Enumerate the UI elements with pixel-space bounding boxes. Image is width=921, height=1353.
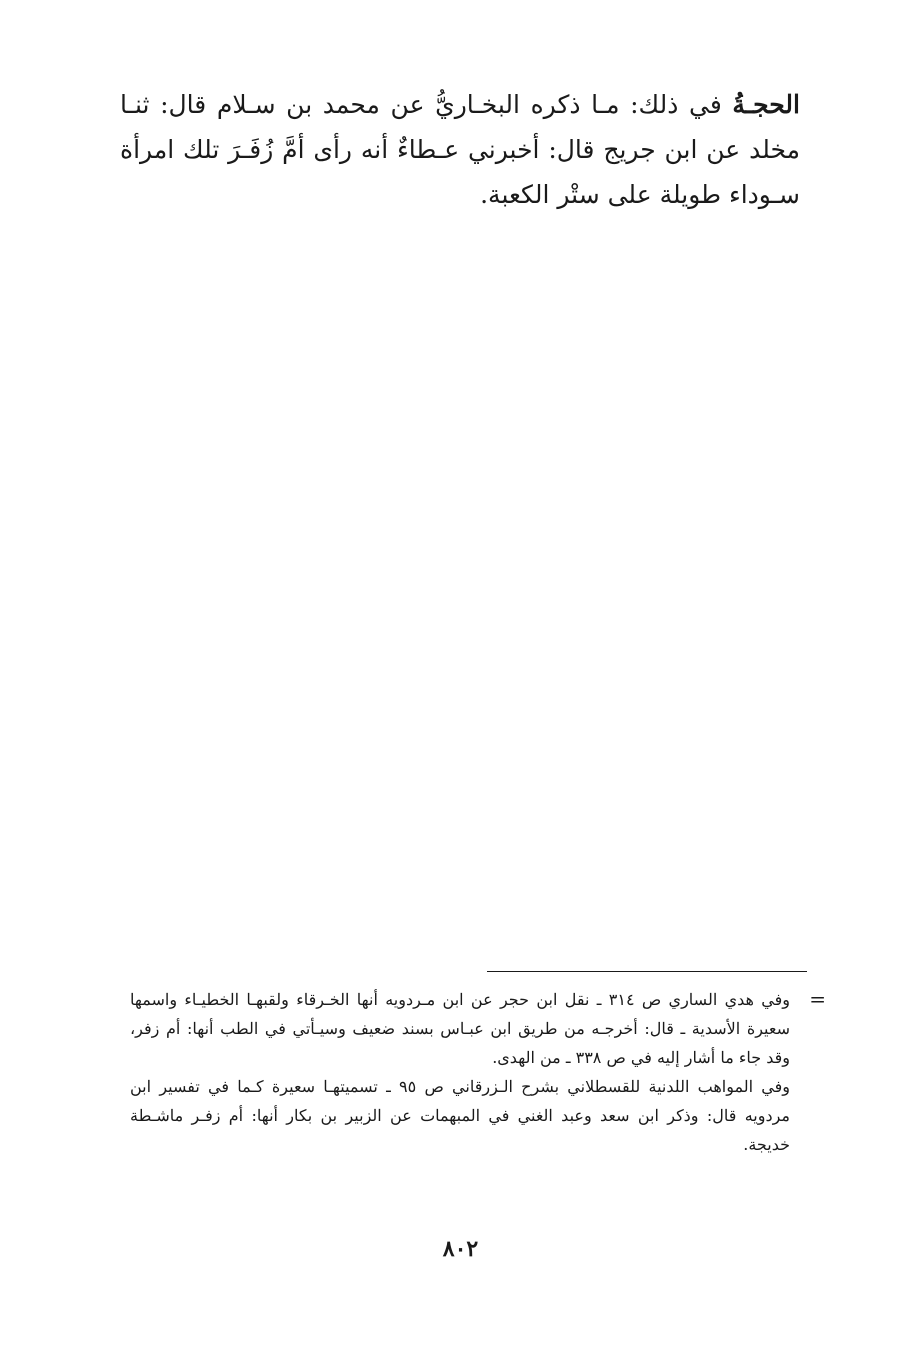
page-number: ٨٠٢ [442, 1236, 479, 1262]
main-text-body: في ذلك: مـا ذكره البخـاريُّ عن محمد بن سـلام قال: ثنـا مخلد عن ابن جريج قال: أخبرني عـطاءٌ أنه رأى أمَّ زُفَـرَ تلك امرأة سـوداء طويلة على ستْر الكعبة. [120, 90, 800, 209]
footnote-paragraph-1: وفي هدي الساري ص ٣١٤ ـ نقل ابن حجر عن ابن مـردويه أنها الخـرقاء ولقبهـا الخطيـاء واسمها سعيرة الأسدية ـ قال: أخرجـه من طريق ابن عبـاس بسند ضعيف وسيـأتي في الطب أنها: أم زفر، وقد جاء ما أشار إليه في ص ٣٣٨ ـ من الهدى. [130, 990, 790, 1067]
footnote-separator [487, 971, 807, 972]
continuation-mark: = [809, 987, 826, 1011]
footnotes-block [130, 985, 826, 1159]
lead-word: الحجـةُ [732, 90, 800, 119]
footnote-paragraph-2: وفي المواهب اللدنية للقسطلاني بشرح الـزرقاني ص ٩٥ ـ تسميتهـا سعيرة كـما في تفسير ابن مردويه قال: وذكر ابن سعد وعبد الغني في المبهمات عن الزبير بن بكار أنها: أم زفـر ماشـطة خديجة. [130, 1077, 790, 1154]
main-text-block [120, 82, 800, 217]
